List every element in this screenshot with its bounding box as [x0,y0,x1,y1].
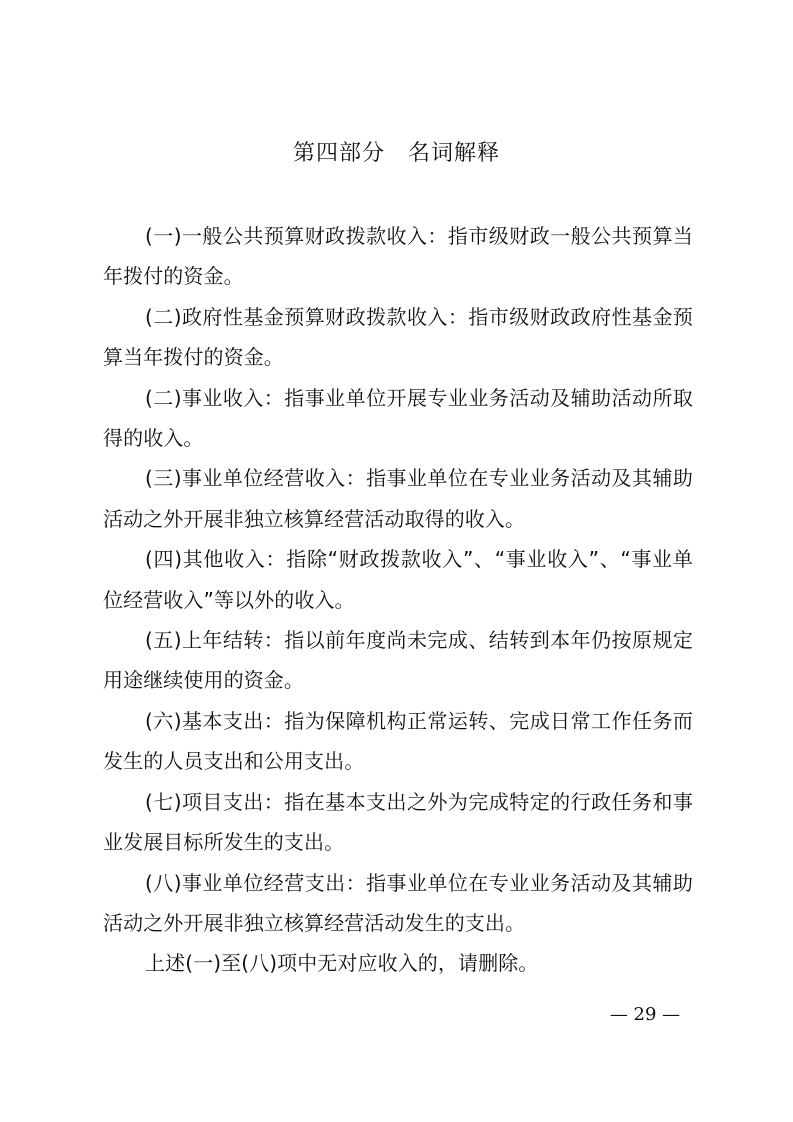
term-basic-expenditure: (六)基本支出：指为保障机构正常运转、完成日常工作任务而发生的人员支出和公用支出。 [103,708,693,774]
page-number: — 29 — [609,1004,681,1025]
term-business-income: (二)事业收入：指事业单位开展专业业务活动及辅助活动所取得的收入。 [103,385,693,451]
term-operating-income: (三)事业单位经营收入：指事业单位在专业业务活动及其辅助活动之外开展非独立核算经营活动取得的收入。 [103,466,693,531]
page-title: 第四部分 名词解释 [292,141,500,166]
term-general-budget-appropriation: (一)一般公共预算财政拨款收入：指市级财政一般公共预算当年拨付的资金。 [103,224,693,289]
deletion-note: 上述(一)至(八)项中无对应收入的，请删除。 [145,951,539,976]
term-project-expenditure: (七)项目支出：指在基本支出之外为完成特定的行政任务和事业发展目标所发生的支出。 [103,789,693,855]
term-government-fund-appropriation: (二)政府性基金预算财政拨款收入：指市级财政政府性基金预算当年拨付的资金。 [103,304,693,370]
term-other-income: (四)其他收入：指除“财政拨款收入”、“事业收入”、“事业单位经营收入”等以外的收入。 [103,547,693,612]
glossary-body [103,216,693,984]
term-operating-expenditure: (八)事业单位经营支出：指事业单位在专业业务活动及其辅助活动之外开展非独立核算经营活动发生的支出。 [103,870,693,935]
term-prior-year-carryover: (五)上年结转：指以前年度尚未完成、结转到本年仍按原规定用途继续使用的资金。 [103,628,693,693]
